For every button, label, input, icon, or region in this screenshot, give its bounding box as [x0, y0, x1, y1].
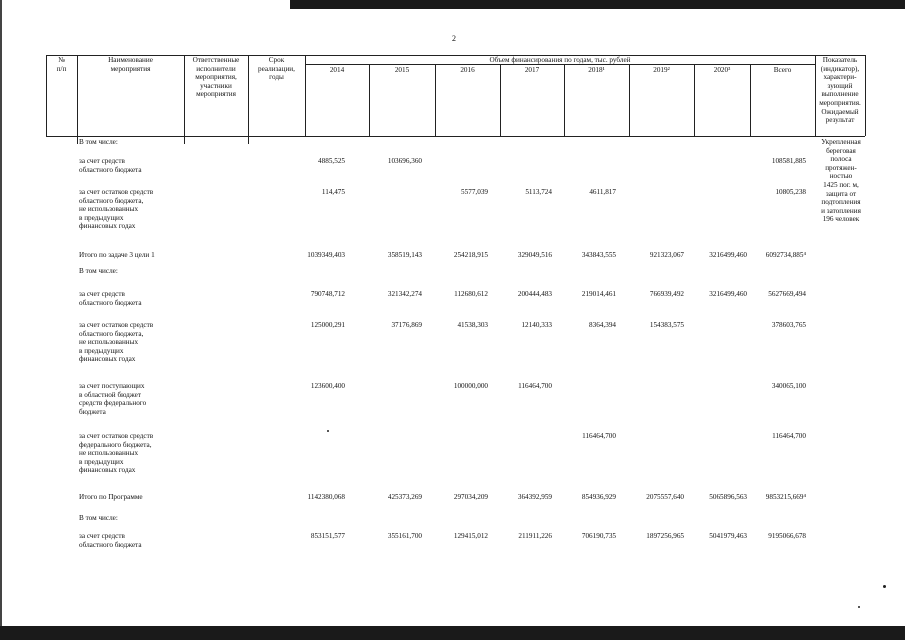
- row-label: Итого по задаче 3 цели 1: [79, 251, 155, 259]
- header-name: Наименование мероприятия: [108, 56, 153, 73]
- table-rule: [500, 64, 501, 136]
- row-label: за счет остатков средств областного бюджета, не использованных в предыдущих финансовых годах: [79, 188, 154, 231]
- header-year: 2015: [394, 66, 410, 74]
- row-value: 8364,394: [589, 321, 616, 329]
- table-rule: [750, 64, 751, 136]
- row-label: В том числе:: [79, 138, 118, 146]
- row-value: 378603,765: [771, 321, 806, 329]
- row-value: 12140,333: [521, 321, 552, 329]
- row-value: 154383,575: [649, 321, 684, 329]
- row-label: В том числе:: [79, 514, 118, 522]
- row-value: 3216499,460: [709, 290, 747, 298]
- indicator-text: Укрепленная береговая полоса протяжен- ностью 1425 пог. м, защита от подтопления и затопления 196 человек: [821, 138, 861, 224]
- header-year: Всего: [773, 66, 792, 74]
- row-value: 706190,735: [581, 532, 616, 540]
- row-value: 254218,915: [453, 251, 488, 259]
- row-value: 211911,226: [518, 532, 552, 540]
- row-value: 854936,929: [581, 493, 616, 501]
- table-rule: [865, 55, 866, 136]
- header-num: № п/п: [56, 56, 67, 73]
- row-value: 10805,238: [775, 188, 806, 196]
- header-funding: Объем финансирования по годам, тыс. рублей: [489, 56, 631, 64]
- row-value: 9195066,678: [768, 532, 806, 540]
- scan-edge-top: [290, 0, 905, 9]
- row-label: за счет средств областного бюджета: [79, 157, 142, 174]
- row-value: 790748,712: [310, 290, 345, 298]
- row-label: за счет средств областного бюджета: [79, 532, 142, 549]
- row-value: 5113,724: [525, 188, 552, 196]
- row-value: 4611,817: [589, 188, 616, 196]
- header-year: 2017: [524, 66, 540, 74]
- row-label: Итого по Программе: [79, 493, 143, 501]
- scan-edge-bottom: [0, 626, 905, 640]
- header-year: 2019²: [653, 66, 670, 74]
- row-value: 364392,959: [517, 493, 552, 501]
- table-rule: [435, 64, 436, 136]
- row-value: 37176,869: [391, 321, 422, 329]
- header-year: 2020³: [713, 66, 731, 74]
- row-value: 116464,700: [582, 432, 616, 440]
- row-label: В том числе:: [79, 267, 118, 275]
- header-term: Срок реализации, годы: [258, 56, 295, 82]
- row-label: за счет средств областного бюджета: [79, 290, 142, 307]
- row-value: 921323,067: [649, 251, 684, 259]
- row-value: 425373,269: [387, 493, 422, 501]
- table-rule: [564, 64, 565, 136]
- row-value: 3216499,460: [709, 251, 747, 259]
- row-label: за счет поступающих в областной бюджет средств федерального бюджета: [79, 382, 147, 416]
- table-rule: [629, 64, 630, 136]
- row-value: 123600,400: [310, 382, 345, 390]
- row-value: 5065896,563: [709, 493, 747, 501]
- table-rule: [184, 136, 185, 144]
- row-value: 103696,360: [387, 157, 422, 165]
- row-value: 114,475: [321, 188, 345, 196]
- header-year: 2014: [329, 66, 345, 74]
- row-value: 1142380,068: [307, 493, 345, 501]
- row-value: 321342,274: [387, 290, 422, 298]
- row-value: 108581,885: [771, 157, 806, 165]
- row-value: 340065,100: [771, 382, 806, 390]
- scan-speck: [327, 430, 329, 432]
- row-value: 2075557,640: [646, 493, 684, 501]
- row-value: 5041979,463: [709, 532, 747, 540]
- row-value: 116464,700: [518, 382, 552, 390]
- page-number: 2: [452, 34, 456, 43]
- row-value: 355161,700: [387, 532, 422, 540]
- row-value: 853151,577: [310, 532, 345, 540]
- row-value: 219014,461: [581, 290, 616, 298]
- row-value: 200444,483: [517, 290, 552, 298]
- header-indicator: Показатель (индикатор), характери- зующий выполнение мероприятия. Ожидаемый результат: [819, 56, 861, 125]
- row-value: 6092734,885⁴: [765, 251, 806, 259]
- row-value: 1897256,965: [646, 532, 684, 540]
- row-value: 41538,303: [457, 321, 488, 329]
- row-value: 1039349,403: [307, 251, 345, 259]
- row-value: 116464,700: [772, 432, 806, 440]
- row-value: 9853215,669⁴: [765, 493, 806, 501]
- row-value: 358519,143: [387, 251, 422, 259]
- row-value: 329049,516: [517, 251, 552, 259]
- table-rule: [77, 136, 78, 144]
- row-label: за счет остатков средств федерального бюджета, не использованных в предыдущих финансовых годах: [79, 432, 154, 475]
- row-value: 112680,612: [454, 290, 488, 298]
- header-year: 2016: [460, 66, 475, 74]
- scan-edge-left: [0, 0, 2, 640]
- table-rule: [694, 64, 695, 136]
- row-value: 5627669,494: [768, 290, 806, 298]
- row-value: 343843,555: [581, 251, 616, 259]
- table-rule: [369, 64, 370, 136]
- row-value: 5577,039: [461, 188, 488, 196]
- row-value: 297034,209: [453, 493, 488, 501]
- row-label: за счет остатков средств областного бюджета, не использованных в предыдущих финансовых годах: [79, 321, 154, 364]
- row-value: 129415,012: [453, 532, 488, 540]
- table-rule: [46, 136, 865, 137]
- row-value: 125000,291: [310, 321, 345, 329]
- table-rule: [248, 136, 249, 144]
- header-responsible: Ответственные исполнители мероприятия, участники мероприятия: [192, 56, 240, 99]
- row-value: 100000,000: [453, 382, 488, 390]
- scan-speck: [883, 585, 886, 588]
- row-value: 766939,492: [649, 290, 684, 298]
- scan-speck: [858, 606, 860, 608]
- row-value: 4885,525: [318, 157, 345, 165]
- header-year: 2018¹: [588, 66, 605, 74]
